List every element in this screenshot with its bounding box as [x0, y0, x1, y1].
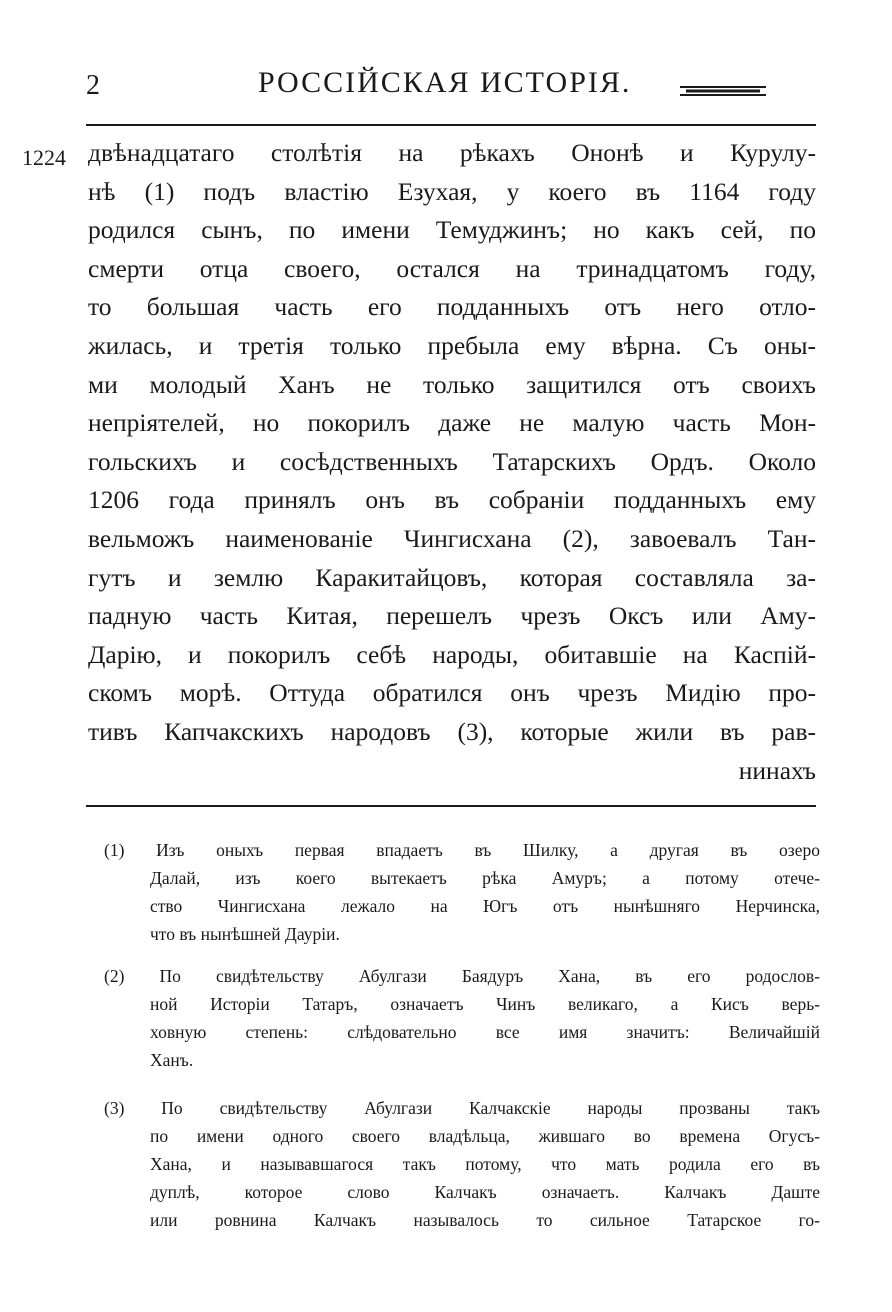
footnote-line: Хана, и называвшагося такъ потому, что мать родила его въ: [150, 1154, 820, 1174]
footnote-rule: [86, 805, 816, 807]
text-line: жилась, и третія только пребыла ему вѣрна. Съ оны-: [88, 330, 816, 360]
text-line: гольскихъ и сосѣдственныхъ Татарскихъ Ордъ. Около: [88, 446, 816, 476]
footnote-1: [104, 836, 820, 948]
footnote-marker: (3): [104, 1098, 125, 1118]
text-line: вельможъ наименованіе Чингисхана (2), завоевалъ Тан-: [88, 523, 816, 553]
text-line: Дарію, и покорилъ себѣ народы, обитавшіе на Каспій-: [88, 639, 816, 669]
footnote-2: [104, 962, 820, 1074]
text-line: нѣ (1) подъ властію Езухая, у коего въ 1164 году: [88, 176, 816, 206]
text-line: ми молодый Ханъ не только защитился отъ своихъ: [88, 369, 816, 399]
text-line: смерти отца своего, остался на тринадцатомъ году,: [88, 253, 816, 283]
text-line: скомъ морѣ. Оттуда обратился онъ чрезъ Мидію про-: [88, 678, 816, 708]
footnote-line: ной Исторіи Татаръ, означаетъ Чинъ великаго, а Кисъ верь-: [150, 994, 820, 1014]
footnote-line: что въ нынѣшней Дауріи.: [150, 924, 340, 944]
footnote-line: ство Чингисхана лежало на Югъ отъ нынѣшняго Нерчинска,: [150, 896, 820, 916]
footnote-line: Ханъ.: [150, 1050, 194, 1070]
footnote-text: По свидѣтельству Абулгази Баядуръ Хана, въ его родослов-: [159, 966, 820, 986]
footnote-line: Далай, изъ коего вытекаетъ рѣка Амуръ; а потому отече-: [150, 868, 820, 888]
running-title: РОССІЙСКАЯ ИСТОРІЯ.: [258, 66, 632, 99]
text-line: то большая часть его подданныхъ отъ него отло-: [88, 292, 816, 322]
margin-year: 1224: [22, 145, 66, 170]
text-line: гутъ и землю Каракитайцовъ, которая составляла за-: [88, 562, 816, 592]
footnote-line: или ровнина Калчакъ называлось то сильное Татарское го-: [150, 1210, 820, 1230]
text-line: падную часть Китая, перешелъ чрезъ Оксъ или Аму-: [88, 601, 816, 631]
footnote-3: [104, 1094, 820, 1234]
footnote-marker: (1): [104, 840, 125, 860]
footnote-line: по имени одного своего владѣльца, жившаго во времена Огусъ-: [150, 1126, 820, 1146]
footnote-line: [104, 962, 820, 990]
footnote-text: Изъ оныхъ первая впадаетъ въ Шилку, а другая въ озеро: [156, 840, 820, 860]
footnote-line: [104, 1094, 820, 1122]
page-number: 2: [86, 70, 100, 101]
catchword: нинахъ: [738, 755, 816, 785]
header-rule: [86, 124, 816, 126]
main-text: [88, 134, 816, 790]
text-line: 1206 года принялъ онъ въ собраніи подданныхъ ему: [88, 485, 816, 515]
footnote-text: По свидѣтельству Абулгази Калчакскіе народы прозваны такъ: [161, 1098, 820, 1118]
footnote-line: ховную степень: слѣдовательно все имя значитъ: Величайшій: [150, 1022, 820, 1042]
text-line: непріятелей, но покорилъ даже не малую часть Мон-: [88, 408, 816, 438]
footnote-marker: (2): [104, 966, 125, 986]
text-line: родился сынъ, по имени Темуджинъ; но какъ сей, по: [88, 215, 816, 245]
footnote-line: [104, 836, 820, 864]
footnote-line: дуплѣ, которое слово Калчакъ означаетъ. Калчакъ Даште: [150, 1182, 820, 1202]
ornament-rule: [680, 84, 766, 98]
text-line: тивъ Капчакскихъ народовъ (3), которые жили въ рав-: [88, 716, 816, 746]
text-line: двѣнадцатаго столѣтія на рѣкахъ Ононѣ и Курулу-: [88, 138, 816, 167]
